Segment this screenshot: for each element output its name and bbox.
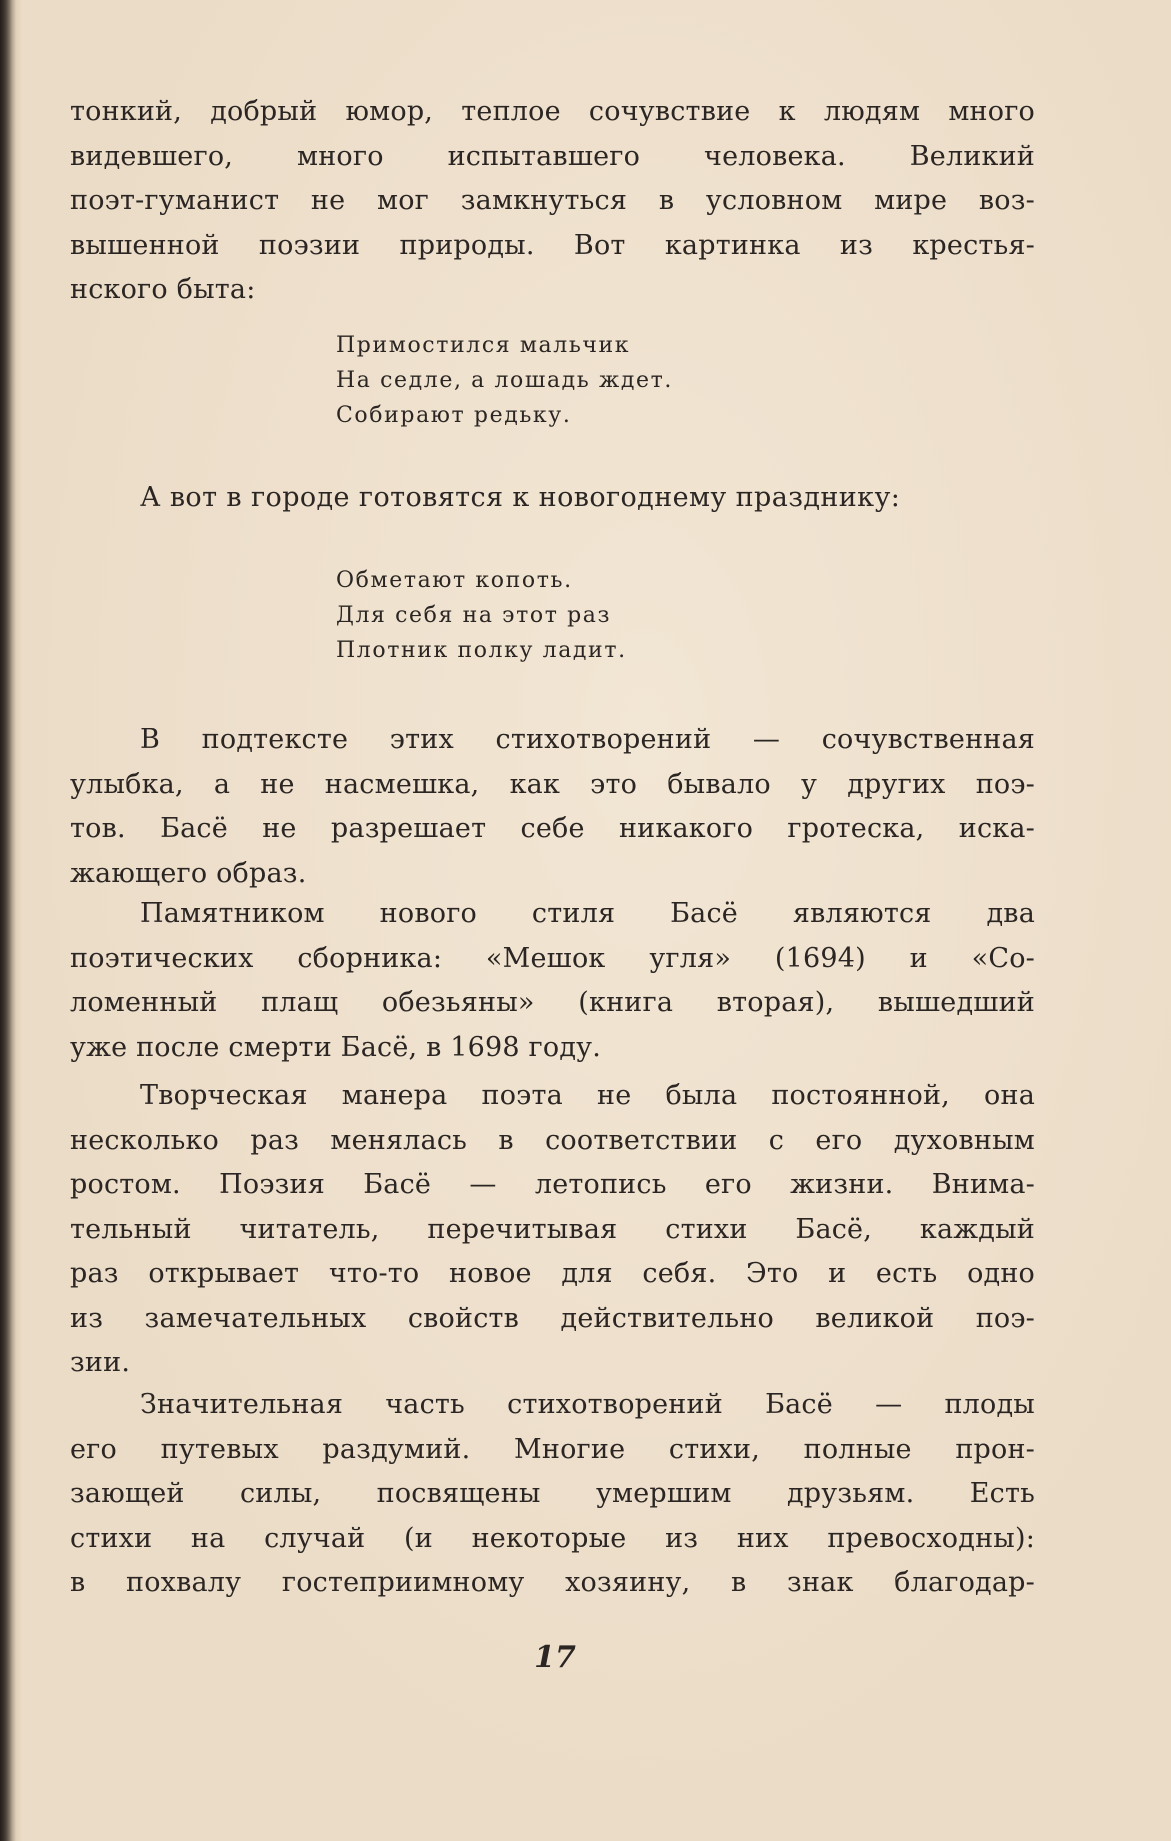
poem-line: Для себя на этот раз bbox=[336, 603, 612, 628]
text-line: Творческая манера поэта не была постоянной, она bbox=[140, 1080, 1035, 1111]
text-line: поэтических сборника: «Мешок угля» (1694) и «Со- bbox=[70, 942, 1035, 974]
text-line: видевшего, много испытавшего человека. Великий bbox=[70, 140, 1035, 172]
text-line: тов. Басё не разрешает себе никакого гротеска, иска- bbox=[70, 813, 1035, 844]
text-line: уже после смерти Басё, в 1698 году. bbox=[70, 1031, 602, 1063]
text-line: несколько раз менялась в соответствии с его духовным bbox=[70, 1124, 1035, 1156]
text-line: из замечательных свойств действительно великой поэ- bbox=[70, 1302, 1035, 1334]
poem-radish bbox=[336, 328, 673, 433]
paragraph-subtext bbox=[70, 718, 1035, 896]
poem-line: Примостился мальчик bbox=[336, 333, 631, 358]
poem-line: Плотник полку ладит. bbox=[336, 638, 627, 663]
text-line: зии. bbox=[70, 1347, 131, 1378]
text-line: Памятником нового стиля Басё являются два bbox=[140, 898, 1035, 929]
text-line: тельный читатель, перечитывая стихи Басё, каждый bbox=[70, 1213, 1035, 1245]
paragraph-travel bbox=[70, 1383, 1035, 1606]
text-line: ломенный плащ обезьяны» (книга вторая), вышедший bbox=[70, 987, 1035, 1018]
text-line: улыбка, а не насмешка, как это бывало у других поэ- bbox=[70, 768, 1035, 800]
text-line: ростом. Поэзия Басё — летопись его жизни. Внима- bbox=[70, 1169, 1035, 1200]
text-line: раз открывает что-то новое для себя. Это и есть одно bbox=[70, 1258, 1035, 1289]
text-line: в похвалу гостеприимному хозяину, в знак благодар- bbox=[70, 1567, 1035, 1598]
text-line: жающего образ. bbox=[70, 857, 307, 889]
text-line: поэт-гуманист не мог замкнуться в условном мире воз- bbox=[70, 185, 1035, 216]
paragraph-manner bbox=[70, 1074, 1035, 1386]
poem-soot bbox=[336, 563, 627, 668]
poem-line: Собирают редьку. bbox=[336, 403, 572, 428]
text-line: В подтексте этих стихотворений — сочувственная bbox=[140, 724, 1035, 755]
new-year-intro: А вот в городе готовятся к новогоднему празднику: bbox=[140, 482, 901, 513]
text-line: Значительная часть стихотворений Басё — плоды bbox=[140, 1389, 1035, 1420]
text-line: зающей силы, посвящены умершим друзьям. Есть bbox=[70, 1478, 1035, 1509]
poem-line: На седле, а лошадь ждет. bbox=[336, 368, 673, 393]
poem-line: Обметают копоть. bbox=[336, 568, 573, 593]
text-line: нского быта: bbox=[70, 274, 256, 305]
paragraph-monument bbox=[70, 892, 1035, 1070]
text-line: вышенной поэзии природы. Вот картинка из крестья- bbox=[70, 229, 1035, 261]
page-number: 17 bbox=[534, 1640, 576, 1675]
paragraph-humor bbox=[70, 90, 1035, 313]
book-spine-shadow bbox=[0, 0, 16, 1841]
text-line: его путевых раздумий. Многие стихи, полные прон- bbox=[70, 1433, 1035, 1465]
text-line: тонкий, добрый юмор, теплое сочувствие к людям много bbox=[70, 96, 1035, 127]
text-line: стихи на случай (и некоторые из них превосходны): bbox=[70, 1522, 1035, 1554]
